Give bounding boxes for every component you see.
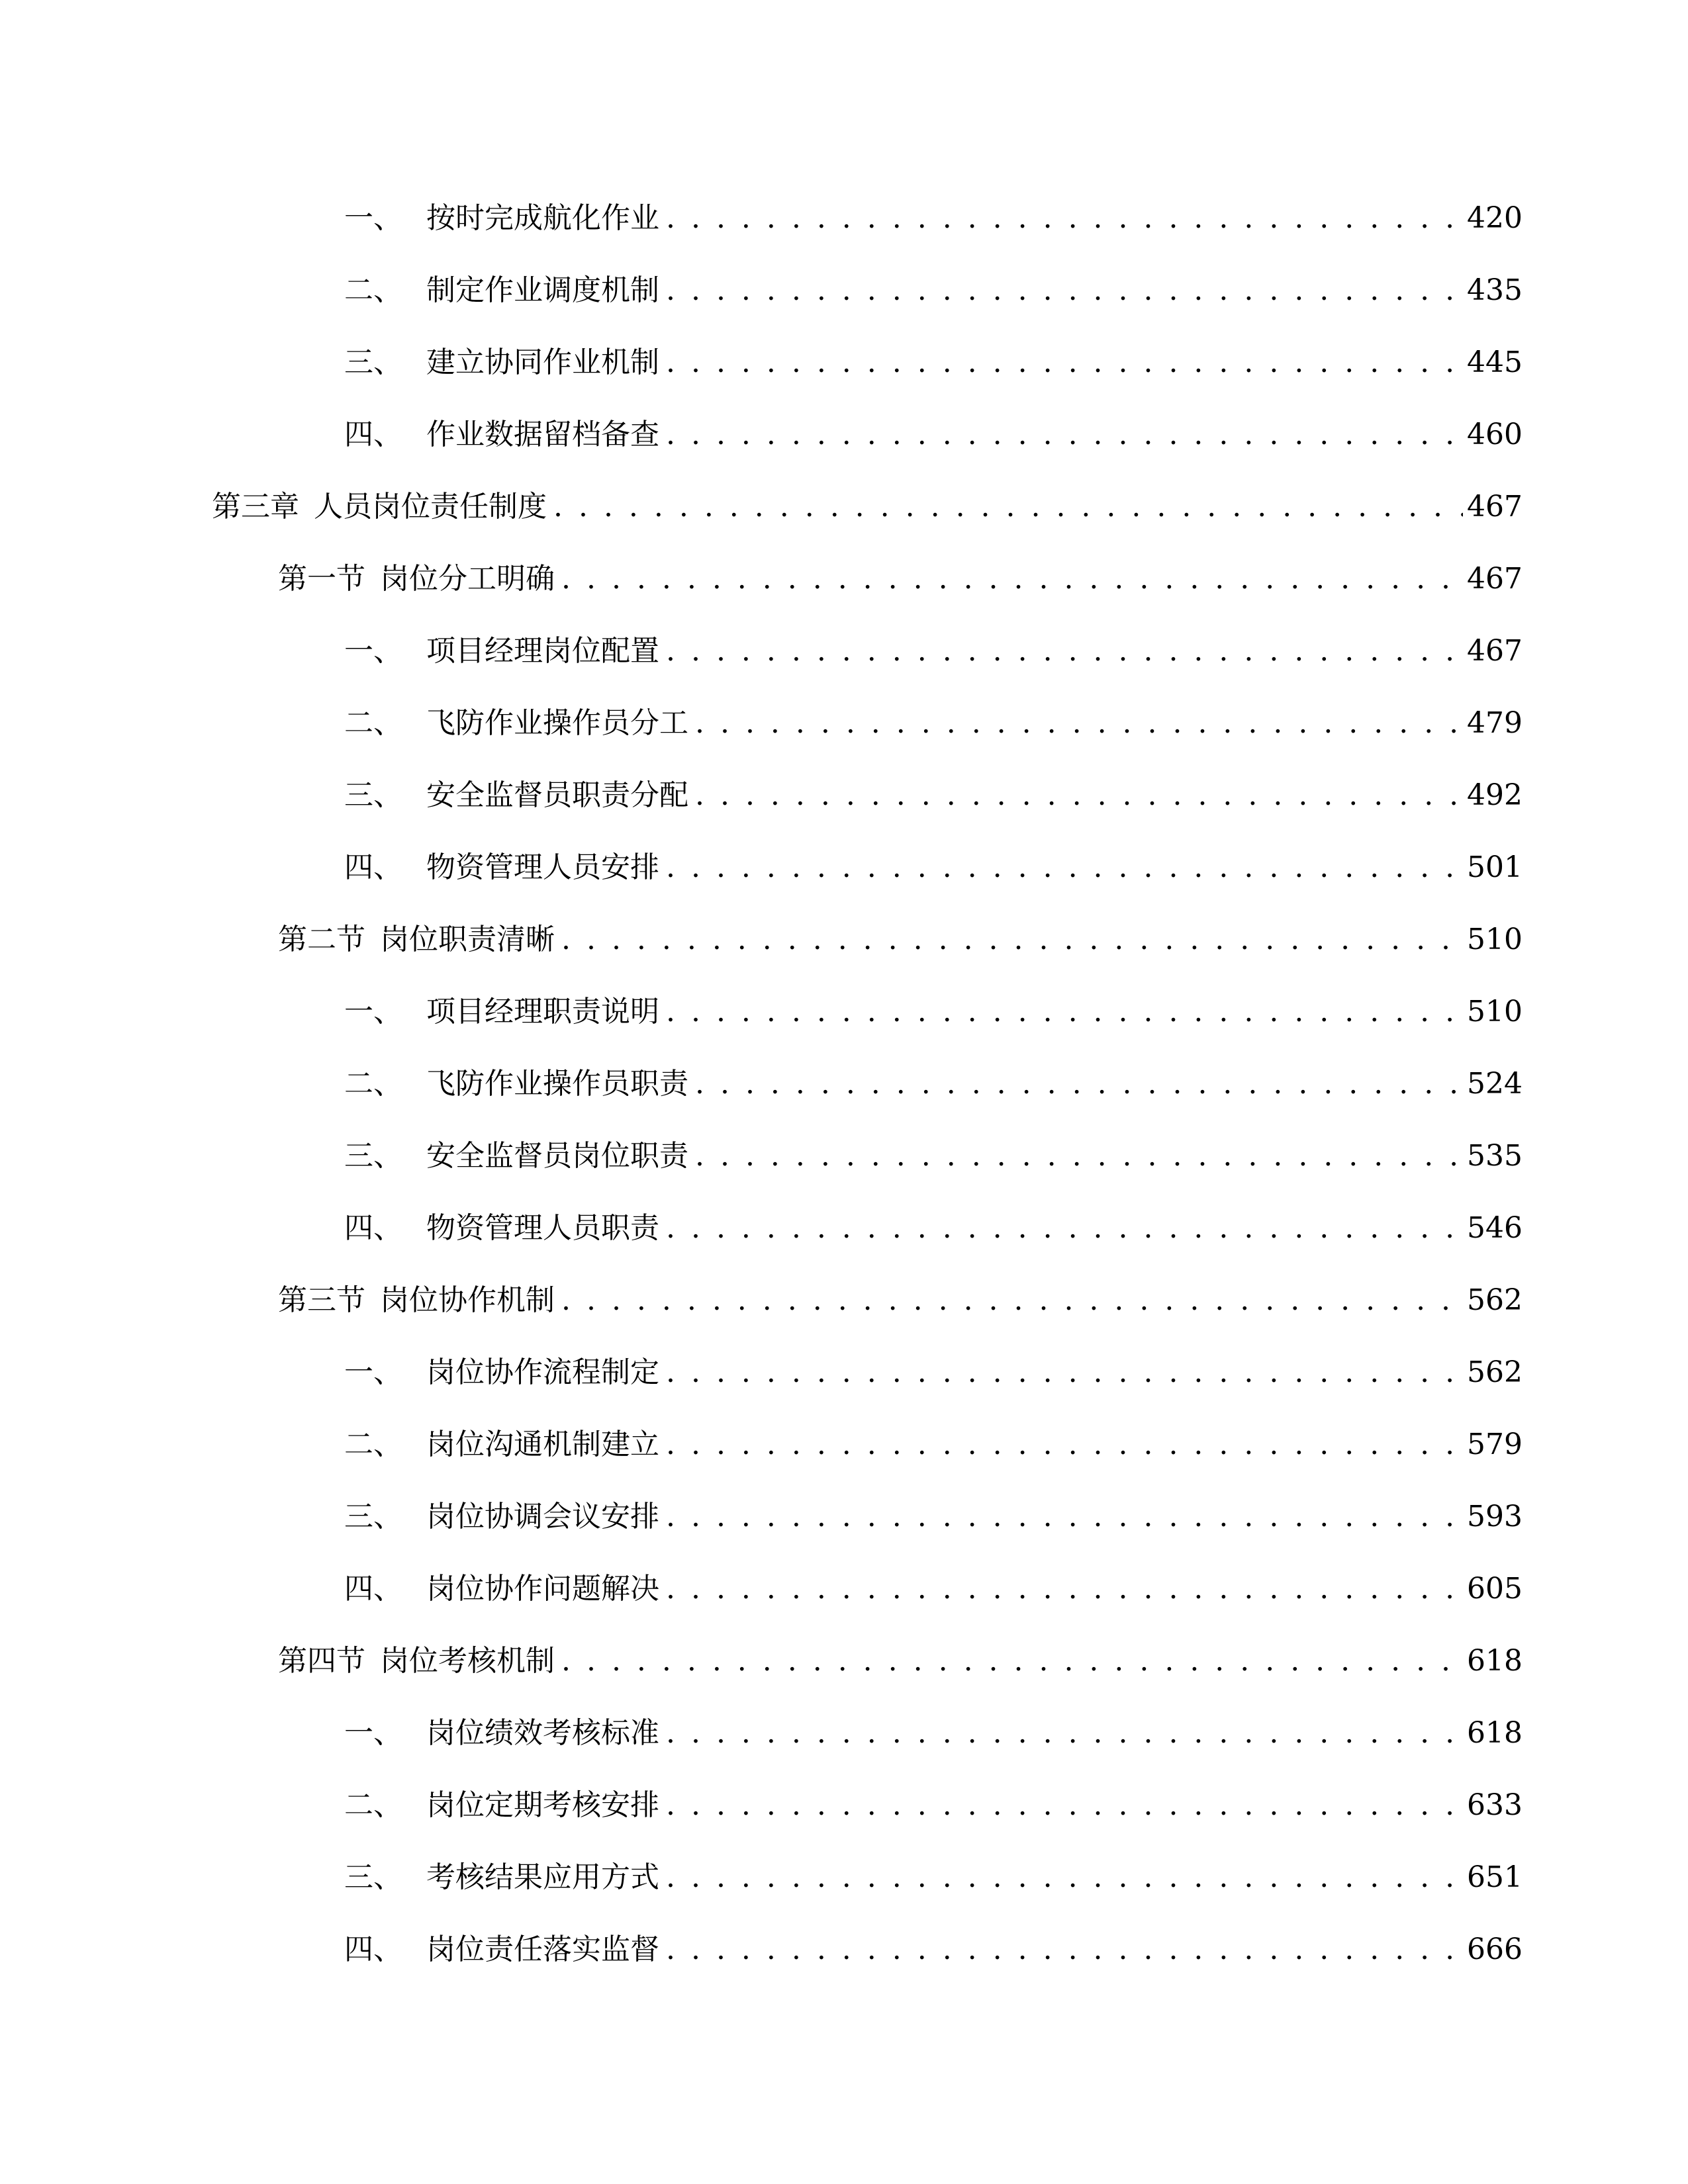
- toc-entry-item[interactable]: [344, 267, 1523, 314]
- toc-entry-item[interactable]: [344, 1927, 1523, 1973]
- toc-entry-title: 作业数据留档备查: [426, 418, 659, 451]
- toc-entry-number: 一、: [344, 1355, 402, 1389]
- toc-entry-page: 562: [1467, 1283, 1523, 1317]
- toc-entry-title: 飞防作业操作员职责: [426, 1067, 688, 1101]
- toc-entry-item[interactable]: [344, 1710, 1523, 1756]
- toc-entry-page: 501: [1467, 850, 1523, 884]
- toc-entry-page: 467: [1467, 562, 1523, 596]
- dot-leader: [561, 1638, 1463, 1684]
- toc-entry-item[interactable]: [344, 1854, 1523, 1901]
- toc-entry-section[interactable]: [278, 917, 1523, 963]
- toc-entry-page: 420: [1467, 201, 1523, 235]
- toc-entry-title: 建立协同作业机制: [426, 345, 659, 379]
- dot-leader: [666, 1349, 1463, 1396]
- toc-entry-number: 二、: [344, 1788, 402, 1822]
- toc-entry-page: 546: [1467, 1211, 1523, 1245]
- toc-entry-page: 460: [1467, 418, 1523, 451]
- toc-entry-item[interactable]: [344, 1782, 1523, 1829]
- toc-entry-section[interactable]: [278, 556, 1523, 602]
- toc-entry-item[interactable]: [344, 1422, 1523, 1468]
- toc-entry-item[interactable]: [344, 1061, 1523, 1107]
- dot-leader: [695, 1061, 1463, 1107]
- dot-leader: [561, 917, 1463, 963]
- toc-entry-number: 一、: [344, 995, 402, 1028]
- toc-entry-section[interactable]: [278, 1638, 1523, 1684]
- toc-entry-page: 492: [1467, 778, 1523, 812]
- toc-entry-number: 二、: [344, 1067, 402, 1101]
- toc-entry-page: 633: [1467, 1788, 1523, 1822]
- toc-entry-page: 467: [1467, 490, 1523, 523]
- dot-leader: [553, 484, 1463, 530]
- toc-entry-page: 467: [1467, 634, 1523, 668]
- toc-entry-page: 479: [1467, 706, 1523, 740]
- toc-entry-title: 制定作业调度机制: [426, 273, 659, 307]
- dot-leader: [666, 1782, 1463, 1829]
- toc-entry-page: 535: [1467, 1139, 1523, 1173]
- toc-entry-item[interactable]: [344, 1494, 1523, 1540]
- dot-leader: [695, 1133, 1463, 1179]
- toc-entry-number: 第一节: [278, 562, 365, 596]
- dot-leader: [666, 1566, 1463, 1612]
- toc-entry-title: 岗位协作流程制定: [426, 1355, 659, 1389]
- toc-entry-item[interactable]: [344, 989, 1523, 1035]
- toc-entry-title: 考核结果应用方式: [426, 1860, 659, 1894]
- toc-entry-page: 666: [1467, 1933, 1523, 1966]
- dot-leader: [666, 267, 1463, 314]
- toc-entry-page: 510: [1467, 923, 1523, 956]
- dot-leader: [666, 195, 1463, 242]
- toc-entry-page: 593: [1467, 1500, 1523, 1533]
- toc-entry-section[interactable]: [278, 1277, 1523, 1324]
- toc-entry-page: 618: [1467, 1644, 1523, 1678]
- toc-entry-page: 618: [1467, 1716, 1523, 1750]
- toc-entry-number: 一、: [344, 1716, 402, 1750]
- toc-entry-number: 四、: [344, 1211, 402, 1245]
- toc-entry-page: 524: [1467, 1067, 1523, 1101]
- dot-leader: [666, 1854, 1463, 1901]
- toc-entry-number: 四、: [344, 1933, 402, 1966]
- toc-entry-title: 岗位职责清晰: [380, 923, 555, 956]
- dot-leader: [666, 1205, 1463, 1251]
- dot-leader: [695, 700, 1463, 747]
- dot-leader: [666, 1927, 1463, 1973]
- toc-entry-number: 一、: [344, 634, 402, 668]
- toc-entry-page: 445: [1467, 345, 1523, 379]
- toc-entry-page: 435: [1467, 273, 1523, 307]
- toc-entry-title: 岗位协作问题解决: [426, 1572, 659, 1606]
- toc-entry-item[interactable]: [344, 700, 1523, 747]
- dot-leader: [666, 1710, 1463, 1756]
- toc-entry-item[interactable]: [344, 1566, 1523, 1612]
- toc-entry-number: 第三章: [212, 490, 299, 523]
- dot-leader: [666, 1494, 1463, 1540]
- toc-entry-number: 四、: [344, 418, 402, 451]
- toc-entry-item[interactable]: [344, 1133, 1523, 1179]
- toc-entry-number: 三、: [344, 778, 402, 812]
- toc-entry-title: 飞防作业操作员分工: [426, 706, 688, 740]
- toc-entry-title: 岗位定期考核安排: [426, 1788, 659, 1822]
- toc-entry-item[interactable]: [344, 628, 1523, 674]
- toc-entry-item[interactable]: [344, 195, 1523, 242]
- toc-entry-number: 第二节: [278, 923, 365, 956]
- dot-leader: [666, 844, 1463, 891]
- toc-entry-number: 第四节: [278, 1644, 365, 1678]
- toc-entry-number: 四、: [344, 1572, 402, 1606]
- toc-entry-item[interactable]: [344, 844, 1523, 891]
- toc-entry-title: 岗位协调会议安排: [426, 1500, 659, 1533]
- toc-entry-title: 岗位绩效考核标准: [426, 1716, 659, 1750]
- toc-entry-page: 605: [1467, 1572, 1523, 1606]
- dot-leader: [561, 1277, 1463, 1324]
- toc-entry-page: 651: [1467, 1860, 1523, 1894]
- toc-entry-item[interactable]: [344, 412, 1523, 458]
- toc-entry-number: 二、: [344, 1428, 402, 1461]
- toc-entry-number: 三、: [344, 345, 402, 379]
- toc-entry-number: 二、: [344, 273, 402, 307]
- toc-entry-title: 安全监督员岗位职责: [426, 1139, 688, 1173]
- dot-leader: [666, 340, 1463, 386]
- toc-entry-title: 岗位沟通机制建立: [426, 1428, 659, 1461]
- toc-entry-number: 三、: [344, 1500, 402, 1533]
- toc-entry-page: 510: [1467, 995, 1523, 1028]
- toc-entry-title: 项目经理岗位配置: [426, 634, 659, 668]
- toc-entry-page: 579: [1467, 1428, 1523, 1461]
- toc-entry-item[interactable]: [344, 1349, 1523, 1396]
- toc-entry-item[interactable]: [344, 1205, 1523, 1251]
- toc-entry-title: 按时完成航化作业: [426, 201, 659, 235]
- toc-entry-title: 岗位协作机制: [380, 1283, 555, 1317]
- toc-entry-number: 四、: [344, 850, 402, 884]
- toc-entry-title: 岗位责任落实监督: [426, 1933, 659, 1966]
- toc-entry-number: 一、: [344, 201, 402, 235]
- toc-entry-page: 562: [1467, 1355, 1523, 1389]
- dot-leader: [666, 412, 1463, 458]
- toc-entry-title: 物资管理人员职责: [426, 1211, 659, 1245]
- toc-entry-item[interactable]: [344, 340, 1523, 386]
- toc-entry-title: 岗位考核机制: [380, 1644, 555, 1678]
- dot-leader: [561, 556, 1463, 602]
- dot-leader: [695, 772, 1463, 819]
- toc-entry-number: 三、: [344, 1860, 402, 1894]
- toc-entry-item[interactable]: [344, 772, 1523, 819]
- toc-entry-chapter[interactable]: [212, 484, 1523, 530]
- dot-leader: [666, 989, 1463, 1035]
- toc-entry-title: 人员岗位责任制度: [314, 490, 547, 523]
- toc-entry-number: 三、: [344, 1139, 402, 1173]
- dot-leader: [666, 1422, 1463, 1468]
- toc-entry-title: 安全监督员职责分配: [426, 778, 688, 812]
- dot-leader: [666, 628, 1463, 674]
- toc-entry-number: 第三节: [278, 1283, 365, 1317]
- toc-entry-title: 项目经理职责说明: [426, 995, 659, 1028]
- toc-entry-title: 物资管理人员安排: [426, 850, 659, 884]
- toc-entry-title: 岗位分工明确: [380, 562, 555, 596]
- toc-entry-number: 二、: [344, 706, 402, 740]
